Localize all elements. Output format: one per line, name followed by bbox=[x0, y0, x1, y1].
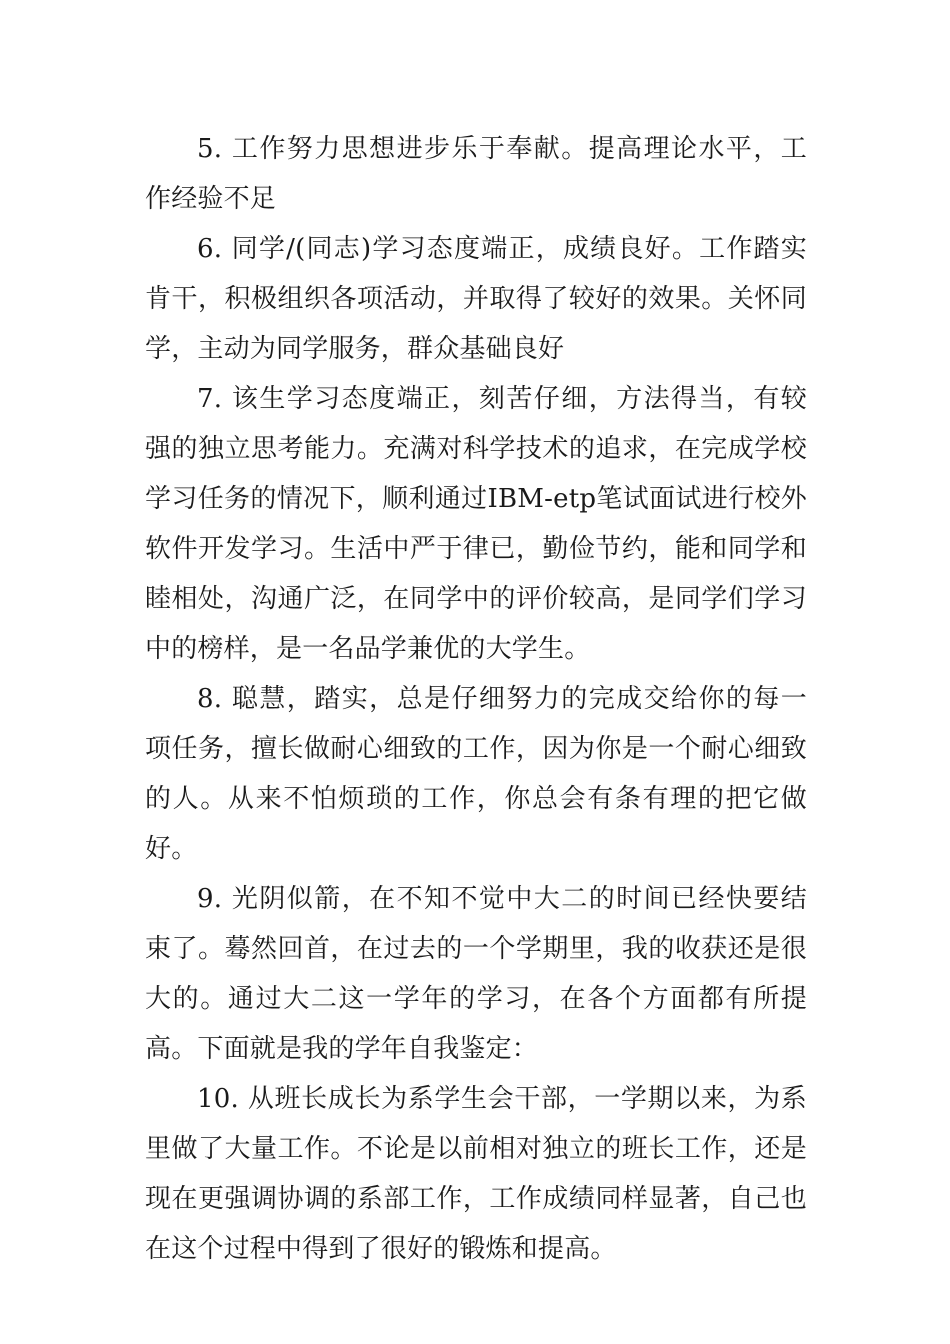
paragraph-6: 6. 同学/(同志)学习态度端正，成绩良好。工作踏实肯干，积极组织各项活动，并取得了较好的效果。关怀同学，主动为同学服务，群众基础良好 bbox=[145, 234, 807, 364]
paragraph-9: 9. 光阴似箭，在不知不觉中大二的时间已经快要结束了。蓦然回首，在过去的一个学期里，我的收获还是很大的。通过大二这一学年的学习，在各个方面都有所提高。下面就是我的学年自我鉴定： bbox=[145, 884, 807, 1064]
document-body bbox=[145, 124, 807, 1274]
paragraph-8: 8. 聪慧，踏实，总是仔细努力的完成交给你的每一项任务，擅长做耐心细致的工作，因为你是一个耐心细致的人。从来不怕烦琐的工作，你总会有条有理的把它做好。 bbox=[145, 684, 807, 864]
paragraph-7: 7. 该生学习态度端正，刻苦仔细，方法得当，有较强的独立思考能力。充满对科学技术的追求，在完成学校学习任务的情况下，顺利通过IBM-etp笔试面试进行校外软件开发学习。生活中严于律已，勤俭节约，能和同学和睦相处，沟通广泛，在同学中的评价较高，是同学们学习中的榜样，是一名品学兼优的大学生。 bbox=[145, 384, 807, 664]
paragraph-5: 5. 工作努力思想进步乐于奉献。提高理论水平，工作经验不足 bbox=[145, 134, 807, 214]
paragraph-10: 10. 从班长成长为系学生会干部，一学期以来，为系里做了大量工作。不论是以前相对独立的班长工作，还是现在更强调协调的系部工作，工作成绩同样显著，自己也在这个过程中得到了很好的锻炼和提高。 bbox=[145, 1084, 807, 1264]
